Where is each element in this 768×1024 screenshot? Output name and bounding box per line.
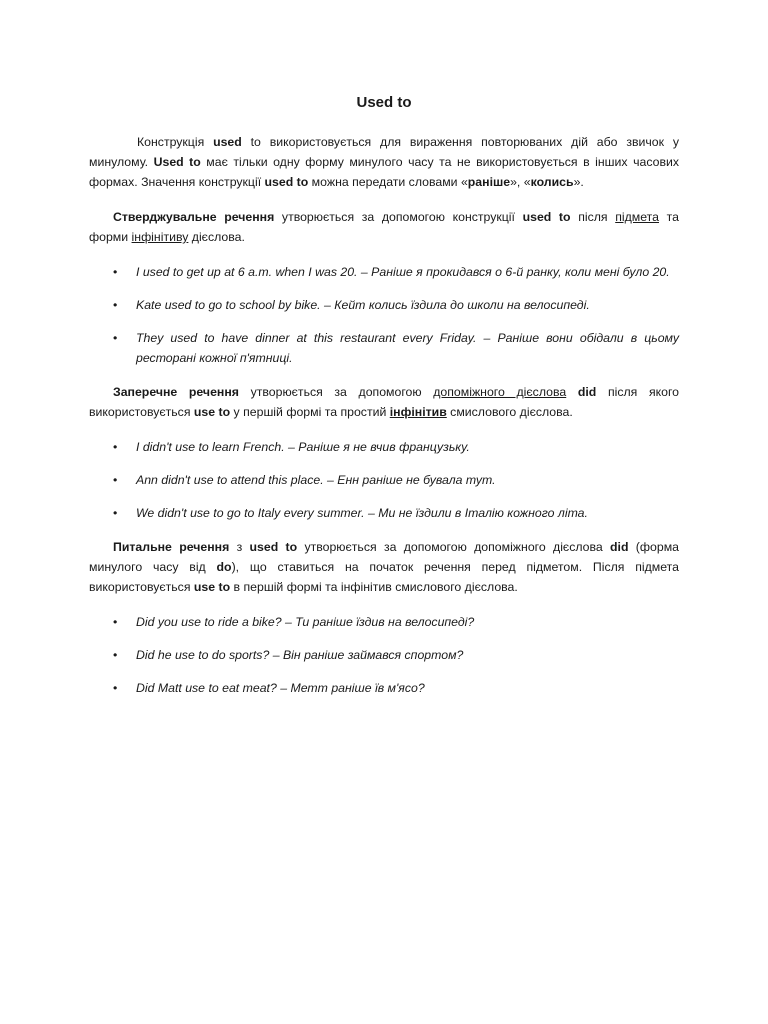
negative-heading: Заперечне речення [113,385,239,399]
example-text: I didn't use to learn French. – Раніше я не вчив французьку. [136,440,470,454]
bullet-icon: • [113,648,118,662]
negative-text-3: після якого використовується [89,385,680,419]
interrogative-term-used-to: used to [249,540,298,554]
interrogative-heading: Питальне речення [113,540,230,554]
negative-link-infinitive[interactable]: інфінітив [389,405,447,419]
bullet-icon: • [113,265,118,279]
affirmative-text-1: утворюється за допомогою конструкції [274,210,523,224]
list-item [89,437,679,457]
bullet-icon: • [113,440,118,454]
intro-paragraph [89,132,679,192]
example-text: Did Matt use to eat meat? – Метт раніше їв м'ясо? [136,681,425,695]
intro-text-4: можна передати словами « [308,175,468,189]
list-item [89,612,679,632]
example-text: Ann didn't use to attend this place. – Енн раніше не бувала тут. [136,473,496,487]
negative-examples-list [89,437,679,523]
affirmative-text-2: після [570,210,616,224]
intro-word-kolys: колись [530,175,574,189]
list-item [89,503,679,523]
list-item [89,470,679,490]
intro-word-ranishe: раніше [467,175,511,189]
negative-term-use-to: use to [193,405,231,419]
interrogative-term-did: did [610,540,629,554]
list-item [89,262,679,282]
affirmative-link-subject[interactable]: підмета [615,210,659,224]
intro-text-6: ». [573,175,584,189]
affirmative-paragraph [89,207,679,247]
negative-paragraph [89,382,679,422]
interrogative-text-1: з [229,540,250,554]
example-text: Did he use to do sports? – Він раніше займався спортом? [136,648,464,662]
example-text: Did you use to ride a bike? – Ти раніше їздив на велосипеді? [136,615,475,629]
affirmative-examples-list [89,262,679,368]
interrogative-text-4: ), що ставиться на початок речення перед підметом. Після підмета використовується [89,560,679,594]
negative-term-did: did [577,385,597,399]
bullet-icon: • [113,506,118,520]
interrogative-text-5: в першій формі та інфінітив смислового дієслова. [230,580,518,594]
intro-text-2: to використовується для вираження повторюваних дій або звичок у минулому. [89,135,679,169]
document-title: Used to [356,94,412,111]
intro-term-used: used [213,135,242,149]
intro-text-3: має тільки одну форму минулого часу та не використовується в інших часових формах. Значення конструкції [89,155,679,189]
bullet-icon: • [113,298,118,312]
intro-text-1: Конструкція [137,135,214,149]
interrogative-term-do: do [216,560,232,574]
example-text: They used to have dinner at this restaurant every Friday. – Раніше вони обідали в цьому ресторані кожної п'ятниці. [136,331,679,365]
negative-text-2 [566,385,578,399]
bullet-icon: • [113,681,118,695]
bullet-icon: • [113,473,118,487]
bullet-icon: • [113,331,118,345]
list-item [89,645,679,665]
negative-text-5: смислового дієслова. [446,405,573,419]
interrogative-paragraph [89,537,679,597]
bullet-icon: • [113,615,118,629]
example-text: Kate used to go to school by bike. – Кейт колись їздила до школи на велосипеді. [136,298,590,312]
negative-link-auxiliary-verb[interactable]: допоміжного дієслова [433,385,567,399]
example-text: I used to get up at 6 a.m. when I was 20. – Раніше я прокидався о 6-й ранку, коли мені було 20. [136,265,670,279]
intro-text-5: », « [510,175,531,189]
example-text: We didn't use to go to Italy every summer. – Ми не їздили в Італію кожного літа. [136,506,588,520]
negative-text-1: утворюється за допомогою [238,385,434,399]
affirmative-text-4: дієслова. [188,230,245,244]
intro-term-used-to-2: used to [264,175,309,189]
list-item [89,295,679,315]
list-item [89,328,679,368]
list-item [89,678,679,698]
affirmative-link-infinitive[interactable]: інфінітиву [131,230,189,244]
intro-term-used-to: Used to [153,155,201,169]
interrogative-text-2: утворюється за допомогою допоміжного дієслова [297,540,611,554]
affirmative-text-3: та форми [89,210,679,244]
affirmative-term-used-to: used to [522,210,571,224]
interrogative-text-3: (форма минулого часу від [89,540,679,574]
interrogative-examples-list [89,612,679,698]
negative-text-4: у першій формі та простий [230,405,390,419]
affirmative-heading: Стверджувальне речення [113,210,275,224]
interrogative-term-use-to: use to [193,580,231,594]
